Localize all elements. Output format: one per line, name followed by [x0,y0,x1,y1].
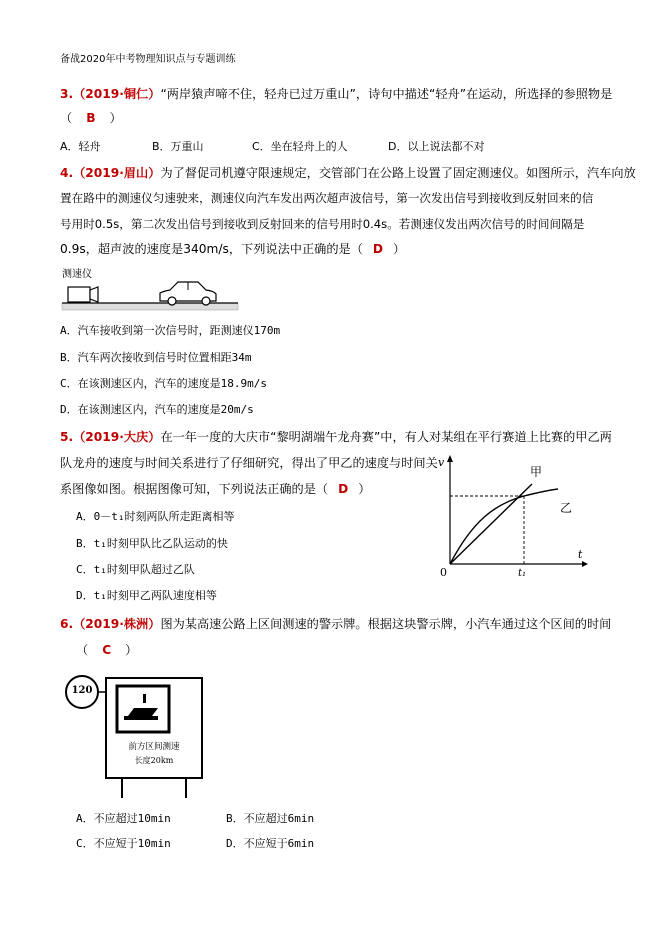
question-source: （2019·株洲） [73,617,161,631]
speed-detector-figure [60,265,240,313]
detector-icon [68,287,98,302]
option-c: C．在该测速区内，汽车的速度是18.9m/s [60,377,267,390]
question-text: “两岸猿声啼不住，轻舟已过万重山”，诗句中描述“轻舟”在运动，所选择的参照物是 [160,87,613,101]
question-number: 4. [60,166,74,180]
series-yi-curve [450,489,558,564]
question-number: 6. [60,617,74,631]
paren-close: ） [393,242,406,256]
question-4-line-4 [60,242,405,257]
speed-limit-value: 120 [71,685,93,696]
answer: D [372,242,384,256]
question-source: （2019·眉山） [73,166,161,180]
x-axis-label: t [578,548,583,561]
figure-label: 测速仪 [62,269,92,280]
question-source: （2019·铜仁） [73,87,161,101]
question-text: 为了督促司机遵守限速规定，交管部门在公路上设置了固定测速仪。如图所示，汽车向放 [160,166,636,180]
option-d: D．t₁时刻甲乙两队速度相等 [76,589,217,602]
option-d: D．在该测速区内，汽车的速度是20m/s [60,403,254,416]
question-3-answer-line [60,111,122,126]
paren-close: ） [109,111,122,125]
question-6 [60,617,611,632]
page-header: 备战2020年中考物理知识点与专题训练 [60,54,236,65]
y-axis-label: v [438,456,445,469]
answer: D [338,482,349,496]
paren-open: （ [76,643,89,657]
warning-sign-figure [60,674,210,799]
option-b: B．t₁时刻甲队比乙队运动的快 [76,537,228,550]
sign-text-line-2: 长度20km [134,756,174,765]
option-c: C．t₁时刻甲队超过乙队 [76,563,195,576]
option-a: A．汽车接收到第一次信号时，距测速仪170m [60,324,281,337]
question-5-line-3 [60,482,370,497]
t1-label: t₁ [518,568,527,579]
road-icon [62,303,238,310]
option-c: C．不应短于10min [76,837,171,850]
question-source: （2019·大庆） [73,430,161,444]
answer: C [102,643,112,657]
option-b: B．万重山 [152,140,204,153]
car-icon [160,282,216,305]
paren-close: ） [358,482,371,496]
question-number: 5. [60,430,74,444]
origin-label: 0 [440,566,447,579]
question-4-line-3: 号用时0.5s，第二次发出信号到接收到反射回来的信号用时0.4s。若测速仪发出两次信号的时间间隔是 [60,217,585,231]
option-a: A．0－t₁时刻两队所走距离相等 [76,510,235,523]
sign-text-line-1: 前方区间测速 [128,742,180,752]
question-text: 图为某高速公路上区间测速的警示牌。根据这块警示牌，小汽车通过这个区间的时间 [160,617,612,631]
question-5-line-2: 队龙舟的速度与时间关系进行了仔细研究，得出了甲乙的速度与时间关 [60,456,438,470]
speed-detector-drawing [60,265,240,313]
y-axis-arrow [447,455,453,462]
question-4 [60,166,636,181]
question-5 [60,430,612,445]
option-a: A．轻舟 [60,140,101,153]
option-b: B．汽车两次接收到信号时位置相距34m [60,351,252,364]
question-text: 在一年一度的大庆市“黎明湖端午龙舟赛”中，有人对某组在平行赛道上比赛的甲乙两 [160,430,612,444]
question-4-line-2: 置在路中的测速仪匀速驶来，测速仪向汽车发出两次超声波信号，第一次发出信号到接收到反射回来的信 [60,191,594,205]
velocity-time-graph [432,452,592,582]
series-jia-label: 甲 [530,465,543,479]
option-b: B．不应超过6min [226,812,315,825]
x-axis-arrow [582,561,588,567]
paren-open: （ [60,111,73,125]
question-6-answer-line [76,643,137,658]
question-3 [60,87,612,102]
option-a: A．不应超过10min [76,812,171,825]
option-d: D．不应短于6min [226,837,315,850]
question-number: 3. [60,87,74,101]
option-d: D．以上说法都不对 [388,140,485,153]
question-text: 系图像如图。根据图像可知，下列说法正确的是（ [60,482,329,496]
question-text: 0.9s，超声波的速度是340m/s，下列说法中正确的是（ [60,242,363,256]
paren-close: ） [125,643,138,657]
answer: B [86,111,96,125]
series-yi-label: 乙 [560,501,573,515]
option-c: C．坐在轻舟上的人 [252,140,348,153]
